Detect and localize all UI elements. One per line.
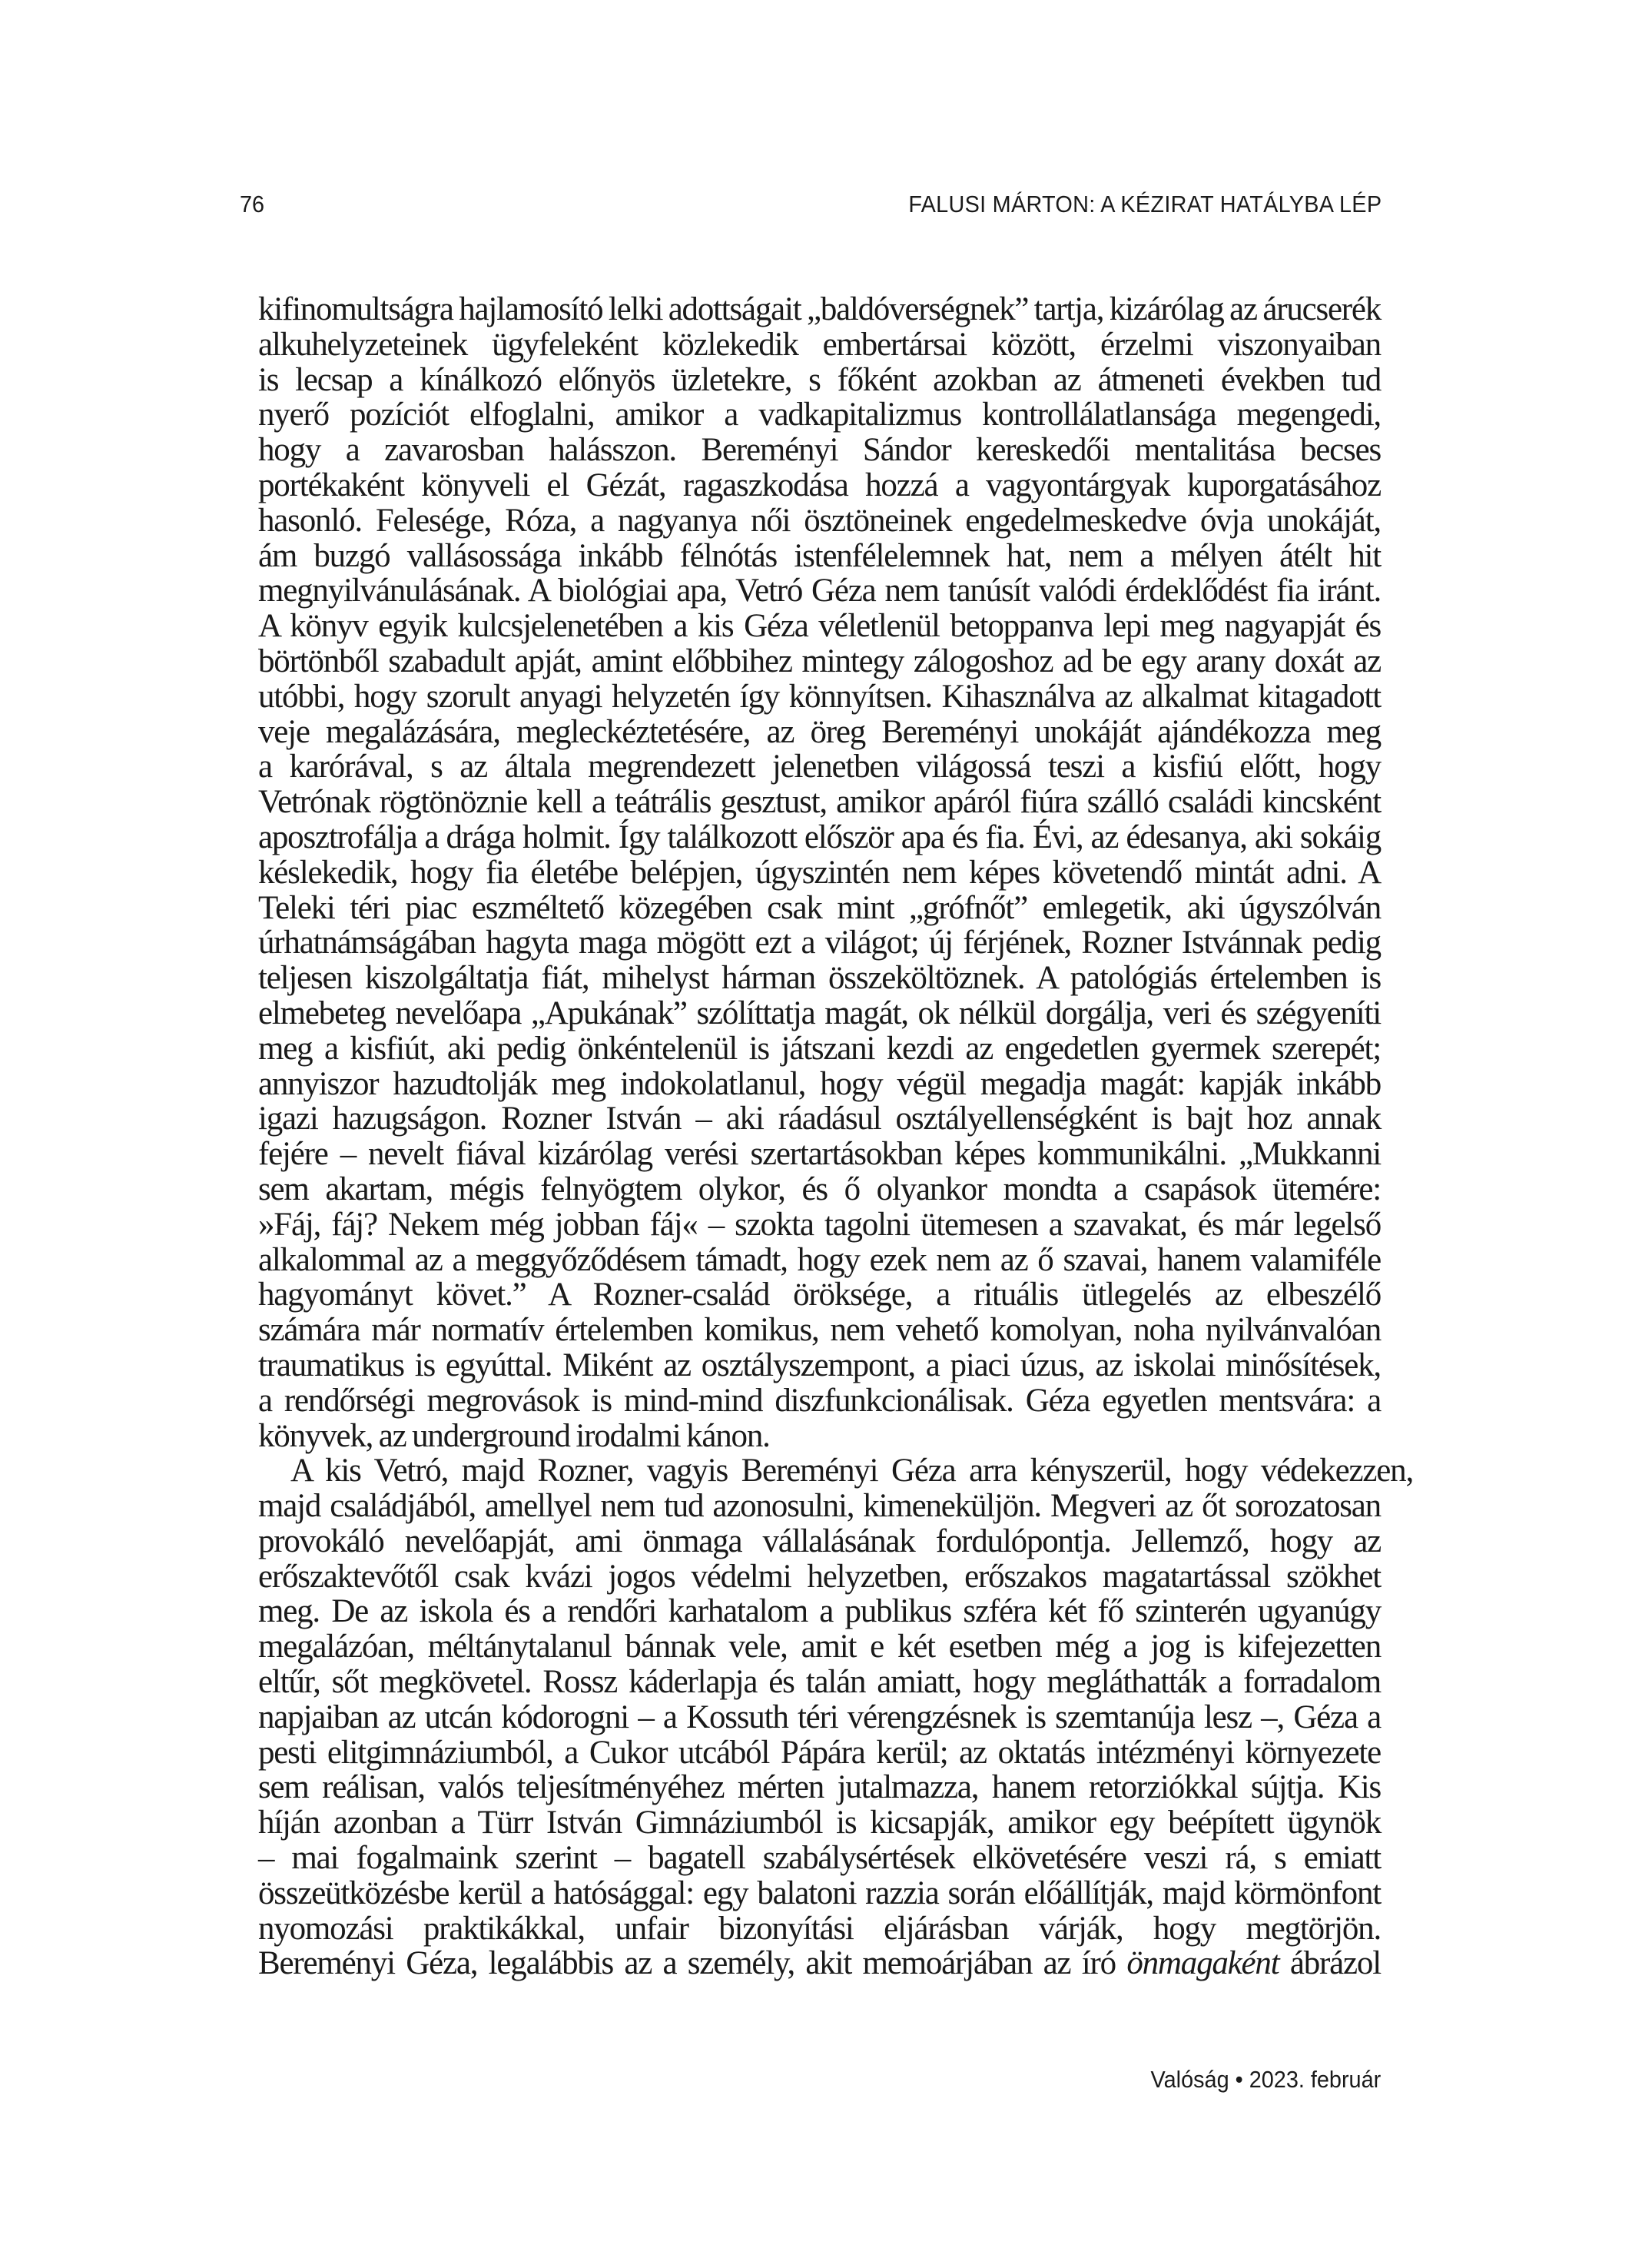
text-line: utóbbi, hogy szorult anyagi helyzetén így könnyítsen. Kihasználva az alkalmat kitagadott [258,678,1381,715]
text-line: sem reálisan, valós teljesítményéhez mérten jutalmazza, hanem retorziókkal sújtja. Kis [258,1769,1381,1806]
text-line: pesti elitgimnáziumból, a Cukor utcából Pápára kerül; az oktatás intézményi környezete [258,1734,1381,1771]
text-line: meg. De az iskola és a rendőri karhatalom a publikus szféra két fő szinterén ugyanúgy [258,1593,1381,1630]
text-line: sem akartam, mégis felnyögtem olykor, és ő olyankor mondta a csapások ütemére: [258,1171,1381,1207]
running-title: FALUSI MÁRTON: A KÉZIRAT HATÁLYBA LÉP [908,191,1382,218]
italic-term: önmagaként [1126,1945,1279,1982]
text-line: alkuhelyzeteinek ügyfeleként közlekedik embertársai között, érzelmi viszonyaiban [258,326,1381,363]
text-line: A könyv egyik kulcsjelenetében a kis Géza véletlenül betoppanva lepi meg nagyapját és [258,608,1381,645]
text-line: Teleki téri piac eszméltető közegében csak mint „grófnőt” emlegetik, aki úgyszólván [258,889,1381,926]
text-line: megalázóan, méltánytalanul bánnak vele, amit e két esetben még a jog is kifejezetten [258,1629,1381,1665]
page-number: 76 [240,191,265,218]
text-line: híján azonban a Türr István Gimnáziumból is kicsapják, amikor egy beépített ügynök [258,1805,1381,1841]
text-line: provokáló nevelőapját, ami önmaga vállalásának fordulópontja. Jellemző, hogy az [258,1523,1381,1559]
text-line: teljesen kiszolgáltatja fiát, mihelyst hárman összeköltöznek. A patológiás értelemben is [258,960,1381,997]
text-line: késlekedik, hogy fia életébe belépjen, úgyszintén nem képes követendő mintát adni. A [258,854,1381,891]
text-line: traumatikus is egyúttal. Miként az osztályszempont, a piaci úzus, az iskolai minősítések, [258,1347,1381,1383]
paragraph [258,292,1381,1453]
text-line: ám buzgó vallásossága inkább félnótás istenfélelemnek hat, nem a mélyen átélt hit [258,537,1381,574]
text-line: alkalommal az a meggyőződésem támadt, hogy ezek nem az ő szavai, hanem valamiféle [258,1241,1381,1278]
text-line: nyomozási praktikákkal, unfair bizonyítási eljárásban várják, hogy megtörjön. [258,1910,1381,1947]
text-line: hogy a zavarosban halásszon. Bereményi Sándor kereskedői mentalitása becses [258,432,1381,469]
text-line: »Fáj, fáj? Nekem még jobban fáj« – szokta tagolni ütemesen a szavakat, és már legelső [258,1206,1381,1243]
text-line: könyvek, az underground irodalmi kánon. [258,1417,770,1454]
text-line: igazi hazugságon. Rozner István – aki ráadásul osztályellenségként is bajt hoz annak [258,1101,1381,1137]
footer-publication: Valóság • 2023. február [1150,2066,1381,2093]
text-line: elmebeteg nevelőapa „Apukának” szólíttatja magát, ok nélkül dorgálja, veri és szégyeníti [258,995,1381,1031]
text-line: A kis Vetró, majd Rozner, vagyis Bereményi Géza arra kényszerül, hogy védekezzen, [290,1453,1413,1489]
running-head [240,191,1382,218]
text-line: – mai fogalmaink szerint – bagatell szabálysértések elkövetésére veszi rá, s emiatt [258,1840,1381,1877]
text-line: kifinomultságra hajlamosító lelki adottságait „baldóverségnek” tartja, kizárólag az árucserék [258,291,1381,327]
text-line: a rendőrségi megrovások is mind-mind diszfunkcionálisak. Géza egyetlen mentsvára: a [258,1382,1381,1419]
text-line: fejére – nevelt fiával kizárólag verési szertartásokban képes kommunikálni. „Mukkanni [258,1136,1381,1173]
text-line: hagyományt követ.” A Rozner-család öröksége, a rituális ütlegelés az elbeszélő [258,1277,1381,1313]
text-line: annyiszor hazudtolják meg indokolatlanul, hogy végül megadja magát: kapják inkább [258,1065,1381,1102]
text-line: erőszaktevőtől csak kvázi jogos védelmi helyzetben, erőszakos magatartással szökhet [258,1558,1381,1595]
text-line: is lecsap a kínálkozó előnyös üzletekre, s főként azokban az átmeneti években tud [258,361,1381,398]
text-line: nyerő pozíciót elfoglalni, amikor a vadkapitalizmus kontrollálatlansága megengedi, [258,397,1381,433]
text-line: eltűr, sőt megkövetel. Rossz káderlapja és talán amiatt, hogy megláthatták a forradalom [258,1664,1381,1701]
text-line [258,1946,1381,1981]
article-body [258,291,1413,1982]
text-line: a karórával, s az általa megrendezett jelenetben világossá teszi a kisfiú előtt, hogy [258,749,1381,785]
paragraph [258,1453,1413,1982]
text-run: Bereményi Géza, legalábbis az a személy, akit memoárjában az író [258,1945,1127,1982]
text-line: aposztrofálja a drága holmit. Így találkozott először apa és fia. Évi, az édesanya, aki sokáig [258,819,1381,855]
text-line: meg a kisfiút, aki pedig önkéntelenül is játszani kezdi az engedetlen gyermek szerepét; [258,1030,1381,1067]
text-line: hasonló. Felesége, Róza, a nagyanya női ösztöneinek engedelmeskedve óvja unokáját, [258,502,1381,539]
text-line: úrhatnámságában hagyta maga mögött ezt a világot; új férjének, Rozner Istvánnak pedig [258,925,1381,961]
text-line: számára már normatív értelemben komikus, nem vehető komolyan, noha nyilvánvalóan [258,1312,1381,1349]
text-line: börtönből szabadult apját, amint előbbihez mintegy zálogoshoz ad be egy arany doxát az [258,643,1381,679]
text-line: portékaként könyveli el Gézát, ragaszkodása hozzá a vagyontárgyak kuporgatásához [258,467,1381,503]
text-line: Vetrónak rögtönöznie kell a teátrális gesztust, amikor apáról fiúra szálló családi kincsként [258,784,1381,821]
text-line: majd családjából, amellyel nem tud azonosulni, kimeneküljön. Megveri az őt sorozatosan [258,1488,1381,1525]
text-line: összeütközésbe kerül a hatósággal: egy balatoni razzia során előállítják, majd körmönfont [258,1875,1381,1911]
text-line: megnyilvánulásának. A biológiai apa, Vetró Géza nem tanúsít valódi érdeklődést fia iránt. [258,573,1381,609]
text-line: veje megalázására, megleckéztetésére, az öreg Bereményi unokáját ajándékozza meg [258,713,1381,750]
text-line: napjaiban az utcán kódorogni – a Kossuth téri vérengzésnek is szemtanúja lesz –, Géza a [258,1699,1381,1735]
text-run: ábrázol [1279,1945,1381,1982]
